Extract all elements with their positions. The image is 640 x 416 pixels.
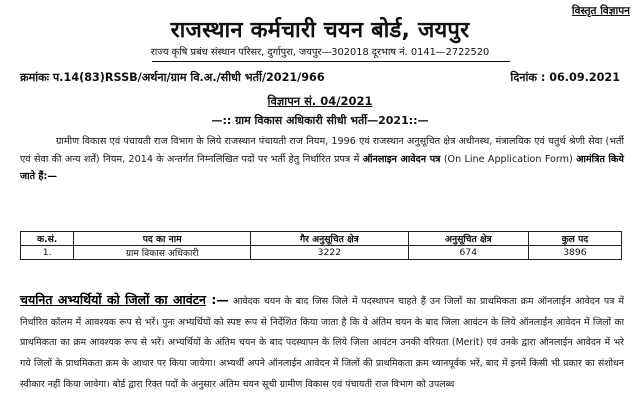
table-header-row xyxy=(21,232,622,246)
allocation-heading xyxy=(20,292,229,307)
board-title: राजस्थान कर्मचारी चयन बोर्ड, जयपुर xyxy=(170,18,470,43)
advertisement-subject: —:: ग्राम विकास अधिकारी सीधी भर्ती—2021::— xyxy=(211,114,429,127)
allocation-text: आवेदक चयन के बाद जिस जिले में पदस्थापन चाहते हैं उन जिलों का प्राथमिकता क्रम ऑनलाईन आवेदन पत्र में निर्धारित कॉलम में आवश्यक रूप से भरें। पुनः अभ्यर्थियों को स्पष्ट रूप से निर्देशित किया जाता है कि वे अंतिम चयन के बाद जिला आवंटन के लिये ऑनलाईन आवेदन में जिलों का प्राथमिकता का क्रम आवश्यक रूप से भरें। अभ्यर्थियों के अंतिम चयन के बाद पदस्थापन के लिये जिला आवंटन उनकी वरियता (Merit) एवं उनके द्वारा ऑनलाईन आवेदन में भरे गये जिलों के प्राथमिकता क्रम के आधार पर किया जायेगा। अभ्यर्थी अपने ऑनलाईन आवेदन में जिलों की प्राथमिकता क्रम ध्यानपूर्वक भरें, बाद में इनमें किसी भी प्रकार का संशोधन स्वीकार नहीं किया जावेगा। बोर्ड द्वारा रिक्त पदों के अनुसार अंतिम चयन सूची ग्रामीण विकास एवं पंचायती राज विभाग को उपलब्ध xyxy=(20,296,625,390)
reference-date: दिनांक : 06.09.2021 xyxy=(510,71,620,84)
intro-english-text: (On Line Application Form) xyxy=(443,153,573,165)
col-non-scheduled-header: गैर अनुसूचित क्षेत्र xyxy=(250,232,408,246)
allocation-heading-text: चयनित अभ्यर्थियों को जिलों का आवंटन xyxy=(20,292,206,307)
table-row xyxy=(21,246,622,260)
intro-end-text: आमंत्रित किये जाते हैं:— xyxy=(20,153,624,182)
allocation-separator: :— xyxy=(211,292,229,307)
posts-table xyxy=(20,231,622,260)
cell-total: 3896 xyxy=(528,246,621,260)
district-allocation-section xyxy=(20,290,624,396)
col-post-name-header: पद का नाम xyxy=(74,232,251,246)
col-total-header: कुल पद xyxy=(528,232,621,246)
cell-post-name: ग्राम विकास अधिकारी xyxy=(74,246,251,260)
detailed-advertisement-tag: विस्तृत विज्ञापन xyxy=(571,5,630,17)
reference-number: क्रमांकः प.14(83)RSSB/अर्थना/ग्राम वि.अ./सीधी भर्ती/2021/966 xyxy=(20,71,325,84)
intro-paragraph xyxy=(20,133,624,186)
cell-serial: 1. xyxy=(21,246,74,260)
header-divider xyxy=(152,61,510,62)
col-scheduled-header: अनुसूचित क्षेत्र xyxy=(408,232,528,246)
advertisement-number-text: विज्ञापन सं. 04/2021 xyxy=(267,94,373,108)
board-address: राज्य कृषि प्रबंध संस्थान परिसर, दुर्गापुरा, जयपुर—302018 दूरभाष नं. 0141—2722520 xyxy=(150,47,490,58)
cell-scheduled: 674 xyxy=(408,246,528,260)
advertisement-number xyxy=(0,94,640,109)
col-serial-header: क.सं. xyxy=(21,232,74,246)
cell-non-scheduled: 3222 xyxy=(250,246,408,260)
intro-bold-text: ऑनलाइन आवेदन पत्र xyxy=(362,153,441,165)
intro-text: ग्रामीण विकास एवं पंचायती राज विभाग के लिये राजस्थान पंचायती राज नियम, 1996 एवं राजस्थान अनुसूचित क्षेत्र अधीनस्थ, मंत्रालयिक एवं चतुर्थ श्रेणी सेवा (भर्ती एवं सेवा की अन्य शर्तें) नियम, 2014 के अन्तर्गत निम्नलिखित पदों पर भर्ती हेतु निर्धारित प्रपत्र में xyxy=(20,136,624,165)
